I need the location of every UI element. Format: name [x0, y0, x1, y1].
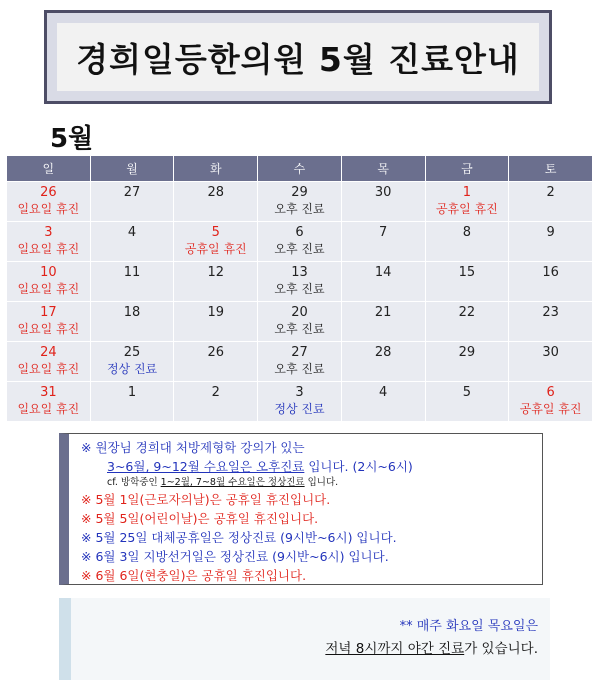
- calendar-day-number: 2: [211, 385, 220, 400]
- calendar-day-number: 28: [374, 345, 392, 360]
- calendar-day-number: 18: [123, 305, 141, 320]
- calendar-day-cell: [425, 302, 509, 342]
- calendar-day-number: 17: [40, 305, 57, 320]
- calendar-day-number: 4: [379, 385, 388, 400]
- calendar-day-number: 20: [291, 305, 308, 320]
- calendar-week-row: [7, 302, 593, 342]
- calendar-day-note: 정상 진료: [274, 402, 325, 416]
- calendar-day-cell: [425, 382, 509, 422]
- calendar-day-cell: [258, 182, 342, 222]
- month-label: 5월: [50, 124, 94, 154]
- calendar-day-cell: [425, 182, 509, 222]
- calendar-day-cell: [341, 262, 425, 302]
- calendar-day-cell: [174, 342, 258, 382]
- calendar-day-cell: [90, 222, 174, 262]
- calendar-day-cell: [7, 382, 91, 422]
- calendar-day-note: 일요일 휴진: [17, 402, 80, 416]
- calendar-day-number: 7: [379, 225, 388, 240]
- weekday-header-row: [7, 156, 593, 182]
- notice-lecture-months: 3~6월, 9~12월 수요일은 오후진료: [107, 459, 305, 474]
- calendar-day-cell: [90, 302, 174, 342]
- page-title: 경희일등한의원 5월 진료안내: [76, 39, 520, 79]
- calendar-day-cell: [174, 382, 258, 422]
- calendar-day-number: 30: [542, 345, 559, 360]
- calendar-day-cell: [174, 222, 258, 262]
- calendar-day-cell: [509, 182, 593, 222]
- calendar-day-number: 1: [127, 385, 137, 400]
- weekday-sun: 일: [7, 156, 91, 182]
- calendar-day-cell: [509, 262, 593, 302]
- calendar-day-number: 24: [40, 345, 57, 360]
- calendar-day-note: 오후 진료: [274, 322, 325, 336]
- calendar-day-cell: [341, 182, 425, 222]
- calendar-day-number: 26: [207, 345, 225, 360]
- notice-jun6: ※ 6월 6일(현충일)은 공휴일 휴진입니다.: [81, 568, 307, 583]
- calendar-day-note: 일요일 휴진: [17, 362, 80, 376]
- calendar-day-number: 27: [291, 345, 308, 360]
- calendar-day-note: 정상 진료: [106, 362, 158, 376]
- calendar-day-note: 오후 진료: [274, 242, 325, 256]
- calendar-day-note: 오후 진료: [274, 202, 325, 216]
- calendar-day-number: 3: [44, 225, 53, 240]
- calendar-day-cell: [7, 182, 91, 222]
- night-clinic-hours: [71, 638, 538, 660]
- calendar-day-number: 5: [462, 385, 471, 400]
- notice-lecture-line: ※ 원장님 경희대 처방제형학 강의가 있는: [81, 440, 305, 455]
- notice-box: [59, 433, 543, 585]
- calendar-day-number: 22: [458, 305, 476, 320]
- calendar-day-cell: [509, 302, 593, 342]
- calendar-table: [6, 155, 593, 422]
- calendar-day-number: 12: [207, 265, 225, 280]
- calendar-day-number: 29: [458, 345, 476, 360]
- calendar-week-row: [7, 262, 593, 302]
- calendar-day-number: 13: [291, 265, 308, 280]
- calendar-day-cell: [425, 262, 509, 302]
- calendar-day-cell: [258, 302, 342, 342]
- calendar-day-cell: [258, 222, 342, 262]
- calendar-day-number: 1: [462, 185, 471, 200]
- calendar-day-cell: [90, 342, 174, 382]
- calendar-day-cell: [7, 302, 91, 342]
- notice-may1: ※ 5월 1일(근로자의날)은 공휴일 휴진입니다.: [81, 492, 331, 507]
- calendar-day-note: 일요일 휴진: [17, 202, 80, 216]
- calendar-day-note: 오후 진료: [274, 282, 325, 296]
- calendar-day-cell: [174, 302, 258, 342]
- calendar-day-cell: [425, 222, 509, 262]
- calendar-week-row: [7, 342, 593, 382]
- calendar-day-note: 오후 진료: [274, 362, 325, 376]
- calendar-day-note: 일요일 휴진: [17, 242, 80, 256]
- calendar-day-cell: [258, 382, 342, 422]
- calendar-day-number: 31: [40, 385, 57, 400]
- weekday-mon: 월: [90, 156, 174, 182]
- calendar-day-number: 10: [40, 265, 57, 280]
- calendar-day-cell: [425, 342, 509, 382]
- calendar-day-number: 8: [462, 225, 471, 240]
- calendar-day-number: 29: [291, 185, 308, 200]
- calendar-day-number: 30: [374, 185, 392, 200]
- night-clinic-time: 저녁 8시까지 야간 진료: [325, 641, 465, 657]
- weekday-fri: 금: [425, 156, 509, 182]
- calendar-day-cell: [7, 222, 91, 262]
- notice-lecture-detail: [81, 457, 542, 476]
- calendar-day-cell: [258, 262, 342, 302]
- calendar-day-cell: [509, 382, 593, 422]
- calendar-day-number: 6: [546, 385, 555, 400]
- calendar-day-number: 23: [542, 305, 559, 320]
- calendar-day-number: 15: [458, 265, 476, 280]
- calendar-day-number: 16: [542, 265, 559, 280]
- calendar-day-number: 2: [546, 185, 555, 200]
- notice-lecture-hours: 입니다. (2시~6시): [304, 459, 413, 474]
- notice-vacation-note: [81, 476, 542, 490]
- calendar-day-number: 19: [207, 305, 225, 320]
- calendar-day-cell: [174, 182, 258, 222]
- calendar-day-number: 28: [207, 185, 225, 200]
- calendar-day-number: 4: [127, 225, 137, 240]
- calendar-day-number: 3: [295, 385, 304, 400]
- weekday-thu: 목: [341, 156, 425, 182]
- calendar-day-note: 공휴일 휴진: [435, 202, 498, 216]
- calendar-day-note: 공휴일 휴진: [519, 402, 582, 416]
- calendar-day-number: 21: [374, 305, 392, 320]
- calendar-day-number: 27: [123, 185, 141, 200]
- calendar-day-note: 일요일 휴진: [17, 322, 80, 336]
- title-banner: [44, 10, 552, 104]
- calendar-day-note: 일요일 휴진: [17, 282, 80, 296]
- weekday-wed: 수: [258, 156, 342, 182]
- calendar-day-note: 공휴일 휴진: [184, 242, 247, 256]
- calendar-week-row: [7, 222, 593, 262]
- notice-may5: ※ 5월 5일(어린이날)은 공휴일 휴진입니다.: [81, 511, 319, 526]
- calendar-day-number: 14: [374, 265, 392, 280]
- weekday-tue: 화: [174, 156, 258, 182]
- night-clinic-days: ** 매주 화요일 목요일은: [399, 619, 538, 634]
- weekday-sat: 토: [509, 156, 593, 182]
- calendar-day-cell: [90, 382, 174, 422]
- calendar-day-number: 5: [211, 225, 220, 240]
- night-clinic-box: [59, 598, 550, 680]
- night-clinic-suffix: 가 있습니다.: [464, 641, 538, 657]
- calendar-day-number: 9: [546, 225, 555, 240]
- calendar-week-row: [7, 182, 593, 222]
- calendar-day-cell: [341, 382, 425, 422]
- calendar-week-row: [7, 382, 593, 422]
- calendar-day-cell: [341, 342, 425, 382]
- calendar-day-cell: [258, 342, 342, 382]
- calendar-day-cell: [341, 222, 425, 262]
- notice-vacation-prefix: cf. 방학중인: [107, 477, 161, 488]
- calendar-day-number: 11: [123, 265, 141, 280]
- calendar-day-cell: [90, 182, 174, 222]
- notice-jun3: ※ 6월 3일 지방선거일은 정상진료 (9시반~6시) 입니다.: [81, 549, 389, 564]
- calendar-day-number: 6: [295, 225, 304, 240]
- notice-may25: ※ 5월 25일 대체공휴일은 정상진료 (9시반~6시) 입니다.: [81, 530, 397, 545]
- calendar-day-cell: [7, 342, 91, 382]
- calendar-day-cell: [509, 342, 593, 382]
- calendar-day-cell: [509, 222, 593, 262]
- calendar-day-cell: [7, 262, 91, 302]
- calendar-day-cell: [174, 262, 258, 302]
- calendar-day-cell: [90, 262, 174, 302]
- calendar-day-cell: [341, 302, 425, 342]
- calendar-day-number: 26: [40, 185, 57, 200]
- notice-vacation-suffix: 입니다.: [304, 477, 339, 488]
- notice-vacation-months: 1~2월, 7~8월 수요일은 정상진료: [160, 477, 305, 488]
- calendar-day-number: 25: [123, 345, 141, 360]
